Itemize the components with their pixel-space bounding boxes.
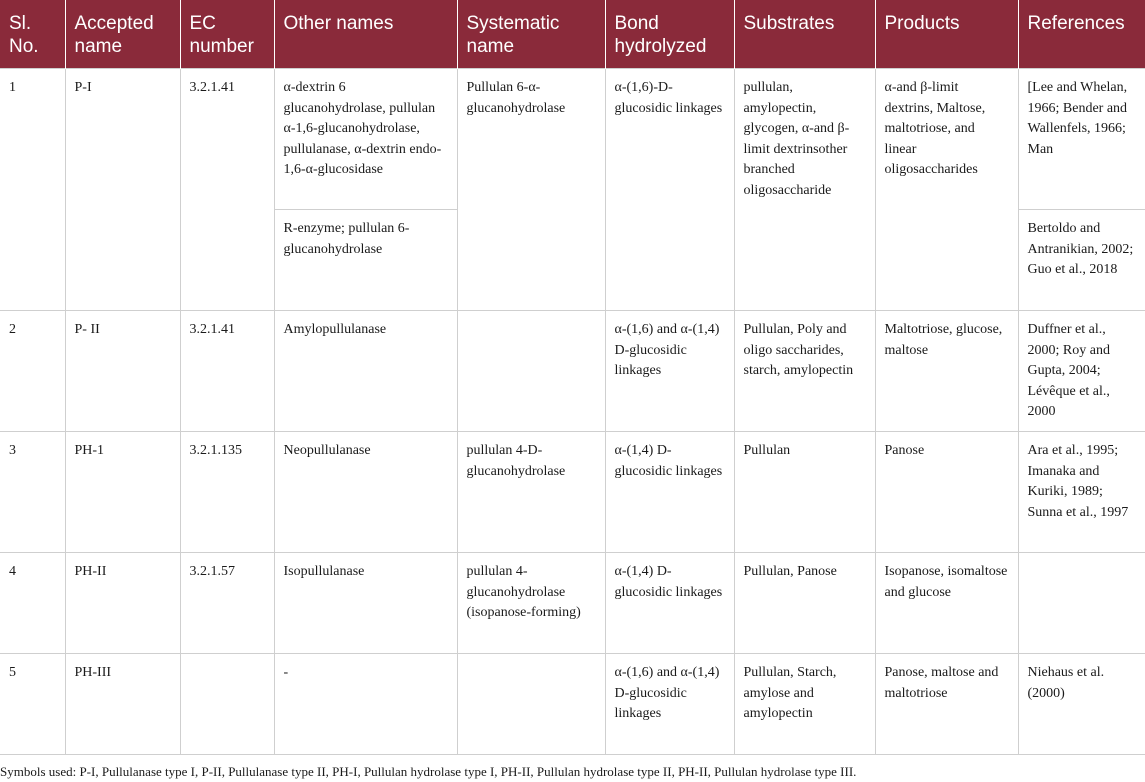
cell-references: Bertoldo and Antranikian, 2002; Guo et al., 2018 — [1018, 210, 1145, 311]
cell-substrates: Pullulan, Starch, amylose and amylopectin — [734, 654, 875, 755]
cell-other-names: Neopullulanase — [274, 432, 457, 553]
cell-products: Maltotriose, glucose, maltose — [875, 311, 1018, 432]
cell-references: Ara et al., 1995; Imanaka and Kuriki, 1989; Sunna et al., 1997 — [1018, 432, 1145, 553]
table-row — [0, 311, 1145, 432]
cell-ec-number: 3.2.1.41 — [180, 311, 274, 432]
cell-sl-no: 2 — [0, 311, 65, 432]
table-row — [0, 69, 1145, 210]
header-other-names: Other names — [274, 0, 457, 69]
header-row — [0, 0, 1145, 69]
header-ec-number: EC number — [180, 0, 274, 69]
header-accepted-name: Accepted name — [65, 0, 180, 69]
cell-bond-hydrolyzed: α-(1,4) D-glucosidic linkages — [605, 553, 734, 654]
cell-systematic-name: pullulan 4-D-glucanohydrolase — [457, 432, 605, 553]
cell-bond-hydrolyzed: α-(1,4) D-glucosidic linkages — [605, 432, 734, 553]
cell-bond-hydrolyzed: α-(1,6) and α-(1,4) D-glucosidic linkages — [605, 311, 734, 432]
cell-sl-no: 1 — [0, 69, 65, 311]
cell-substrates: Pullulan, Panose — [734, 553, 875, 654]
header-bond-hydrolyzed: Bond hydrolyzed — [605, 0, 734, 69]
cell-ec-number: 3.2.1.41 — [180, 69, 274, 311]
cell-ec-number: 3.2.1.57 — [180, 553, 274, 654]
cell-other-names: R-enzyme; pullulan 6-glucanohydrolase — [274, 210, 457, 311]
cell-references — [1018, 553, 1145, 654]
cell-products: Panose, maltose and maltotriose — [875, 654, 1018, 755]
table-row — [0, 432, 1145, 553]
cell-systematic-name — [457, 311, 605, 432]
cell-systematic-name: pullulan 4-glucanohydrolase (isopanose-forming) — [457, 553, 605, 654]
header-substrates: Substrates — [734, 0, 875, 69]
cell-other-names: Amylopullulanase — [274, 311, 457, 432]
cell-ec-number — [180, 654, 274, 755]
table-row — [0, 553, 1145, 654]
cell-sl-no: 5 — [0, 654, 65, 755]
header-systematic-name: Systematic name — [457, 0, 605, 69]
cell-accepted-name: P-I — [65, 69, 180, 311]
cell-systematic-name: Pullulan 6-α-glucanohydrolase — [457, 69, 605, 311]
cell-accepted-name: PH-1 — [65, 432, 180, 553]
table-row — [0, 654, 1145, 755]
cell-substrates: pullulan, amylopectin, glycogen, α-and β-limit dextrinsother branched oligosaccharide — [734, 69, 875, 311]
cell-sl-no: 4 — [0, 553, 65, 654]
table-footnote: Symbols used: P-I, Pullulanase type I, P-II, Pullulanase type II, PH-I, Pullulan hydrolase type I, PH-II, Pullulan hydrolase type II, PH-II, Pullulan hydrolase type III. — [0, 764, 857, 779]
cell-references: [Lee and Whelan, 1966; Bender and Wallenfels, 1966; Man — [1018, 69, 1145, 210]
cell-systematic-name — [457, 654, 605, 755]
cell-other-names: - — [274, 654, 457, 755]
cell-substrates: Pullulan — [734, 432, 875, 553]
cell-bond-hydrolyzed: α-(1,6) and α-(1,4) D-glucosidic linkages — [605, 654, 734, 755]
cell-other-names: Isopullulanase — [274, 553, 457, 654]
header-products: Products — [875, 0, 1018, 69]
cell-accepted-name: PH-III — [65, 654, 180, 755]
cell-accepted-name: P- II — [65, 311, 180, 432]
cell-accepted-name: PH-II — [65, 553, 180, 654]
cell-products: α-and β-limit dextrins, Maltose, maltotriose, and linear oligosaccharides — [875, 69, 1018, 311]
cell-sl-no: 3 — [0, 432, 65, 553]
header-references: References — [1018, 0, 1145, 69]
header-sl-no: Sl. No. — [0, 0, 65, 69]
cell-products: Isopanose, isomaltose and glucose — [875, 553, 1018, 654]
cell-references: Duffner et al., 2000; Roy and Gupta, 2004; Lévêque et al., 2000 — [1018, 311, 1145, 432]
cell-products: Panose — [875, 432, 1018, 553]
cell-other-names: α-dextrin 6 glucanohydrolase, pullulan α-1,6-glucanohydrolase, pullulanase, α-dextrin endo-1,6-α-glucosidase — [274, 69, 457, 210]
cell-ec-number: 3.2.1.135 — [180, 432, 274, 553]
cell-substrates: Pullulan, Poly and oligo saccharides, starch, amylopectin — [734, 311, 875, 432]
cell-references: Niehaus et al. (2000) — [1018, 654, 1145, 755]
cell-bond-hydrolyzed: α-(1,6)-D-glucosidic linkages — [605, 69, 734, 311]
